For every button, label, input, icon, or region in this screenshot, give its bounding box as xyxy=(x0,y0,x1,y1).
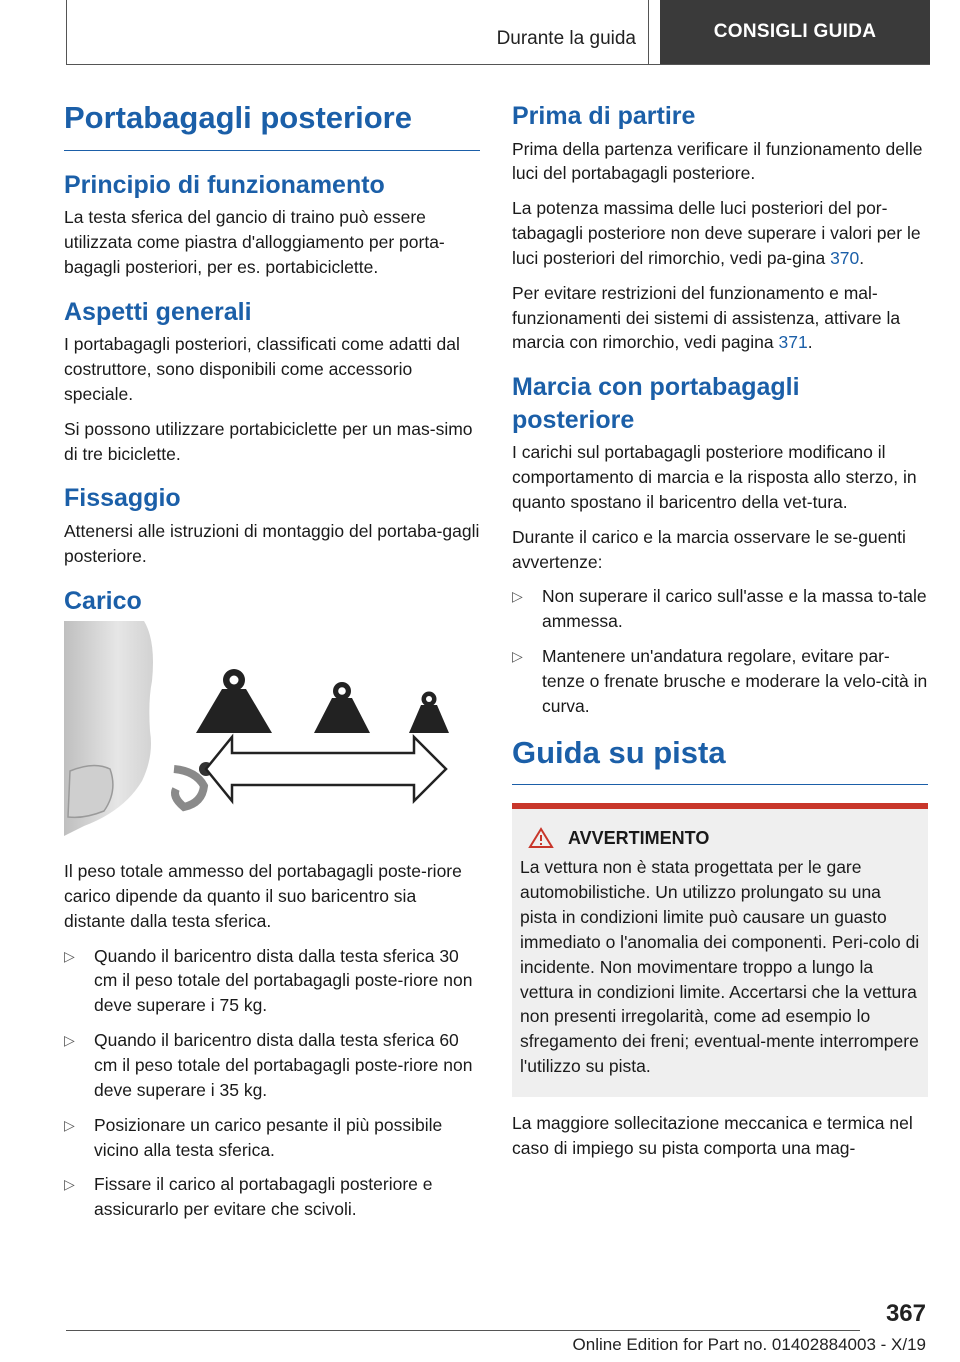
list-item-text: Posizionare un carico pesante il più possibile vicino alla testa sferica. xyxy=(94,1114,443,1160)
list-item-text: Non superare il carico sull'asse e la massa to‐tale ammessa. xyxy=(542,586,927,632)
list-item-text: Quando il baricentro dista dalla testa sferica 60 cm il peso totale del portabagagli poste‐riore non deve superare i 35 kg. xyxy=(94,1030,473,1100)
weight-small-icon xyxy=(409,692,449,734)
heading-aspetti: Aspetti generali xyxy=(64,297,252,326)
text-prima-3 xyxy=(512,281,928,356)
warning-title: AVVERTIMENTO xyxy=(568,827,710,848)
list-item xyxy=(64,1028,480,1103)
heading-marcia: Marcia con portabagagli posteriore xyxy=(512,373,800,434)
heading-carico: Carico xyxy=(64,586,142,615)
text-marcia-2: Durante il carico e la marcia osservare le se‐guenti avvertenze: xyxy=(512,526,906,572)
section-prima xyxy=(512,100,928,355)
list-item-text: Fissare il carico al portabagagli posteriore e assicurarlo per evitare che scivoli. xyxy=(94,1174,433,1220)
page-link-371[interactable]: 371 xyxy=(778,332,808,353)
marcia-list xyxy=(512,584,928,718)
text-pista-1: La maggiore sollecitazione meccanica e termica nel caso di impiego su pista comporta una mag‐ xyxy=(512,1112,913,1158)
text-aspetti-2: Si possono utilizzare portabiciclette per un mas‐simo di tre biciclette. xyxy=(64,418,473,464)
header-chapter-tab xyxy=(660,0,930,64)
header-section-title: Durante la guida xyxy=(496,28,636,49)
section-carico xyxy=(64,585,480,1222)
weight-large-icon xyxy=(196,669,272,733)
text-prima-2-post: . xyxy=(859,247,865,268)
heading-principio: Principio di funzionamento xyxy=(64,170,385,199)
footer-edition: Online Edition for Part no. 01402884003 - X/19 xyxy=(572,1335,926,1354)
text-principio: La testa sferica del gancio di traino può essere utilizzata come piastra d'alloggiamento per porta‐bagagli posteriori, per es. portabiciclette. xyxy=(64,207,445,277)
triangle-bullet-icon: ▷ xyxy=(512,648,523,665)
text-prima-1: Prima della partenza verificare il funzionamento delle luci del portabagagli posteriore. xyxy=(512,138,923,184)
list-item xyxy=(64,1113,480,1163)
text-prima-3-pre: Per evitare restrizioni del funzionamento e mal‐funzionamenti dei sistemi di assistenza, attivare la marcia con rimorchio, vedi pagina xyxy=(512,282,901,353)
triangle-bullet-icon: ▷ xyxy=(512,588,523,605)
text-carico: Il peso totale ammesso del portabagagli poste‐riore carico dipende da quanto il suo baricentro sia distante dalla testa sferica. xyxy=(64,861,462,931)
weight-medium-icon xyxy=(314,682,370,733)
section-marcia xyxy=(512,371,928,718)
warning-triangle-icon xyxy=(528,827,554,849)
carico-list xyxy=(64,944,480,1222)
list-item-text: Mantenere un'andatura regolare, evitare par‐tenze o frenate brusche e moderare la velo‐cità in curva. xyxy=(542,646,928,716)
warning-box xyxy=(512,803,928,1097)
heading-pista: Guida su pista xyxy=(512,735,928,786)
text-aspetti-1: I portabagagli posteriori, classificati come adatti dal costruttore, sono disponibili come accessorio speciale. xyxy=(64,334,460,404)
list-item xyxy=(64,944,480,1019)
left-column xyxy=(64,100,480,1232)
heading-prima: Prima di partire xyxy=(512,102,696,130)
heading-fissaggio: Fissaggio xyxy=(64,484,181,513)
section-aspetti xyxy=(64,296,480,467)
load-diagram-illustration xyxy=(64,621,480,841)
list-item xyxy=(64,1172,480,1222)
text-prima-2-pre: La potenza massima delle luci posteriori del por‐tabagagli posteriore non deve superare i valori per le luci posteriori del rimorchio, vedi pa‐gina xyxy=(512,198,921,268)
text-prima-2 xyxy=(512,196,928,271)
header-mid-rule xyxy=(648,0,649,64)
list-item xyxy=(512,644,928,719)
warning-header xyxy=(528,827,920,849)
triangle-bullet-icon: ▷ xyxy=(64,1116,75,1133)
text-marcia-1: I carichi sul portabagagli posteriore modificano il comportamento di marcia e la risposta allo sterzo, in quanto spostano il baricentro della vet‐tura. xyxy=(512,442,917,512)
page-number: 367 xyxy=(885,1300,926,1327)
page-link-370[interactable]: 370 xyxy=(830,247,860,268)
triangle-bullet-icon: ▷ xyxy=(64,1032,75,1049)
section-fissaggio xyxy=(64,482,480,568)
right-column xyxy=(512,100,928,1171)
text-prima-3-post: . xyxy=(807,332,813,353)
footer-rule xyxy=(66,1330,860,1331)
chapter-label: CONSIGLI GUIDA xyxy=(713,21,877,42)
header-left-rule xyxy=(66,0,67,64)
tow-hook-shape xyxy=(174,769,204,807)
page-title: Portabagagli posteriore xyxy=(64,100,480,151)
triangle-bullet-icon: ▷ xyxy=(64,1176,75,1193)
text-fissaggio: Attenersi alle istruzioni di montaggio del portaba‐gagli posteriore. xyxy=(64,520,480,566)
double-arrow-icon xyxy=(206,737,446,801)
header-rule xyxy=(66,64,930,65)
triangle-bullet-icon: ▷ xyxy=(64,947,75,964)
list-item-text: Quando il baricentro dista dalla testa sferica 30 cm il peso totale del portabagagli poste‐riore non deve superare i 75 kg. xyxy=(94,945,473,1016)
section-pista xyxy=(512,735,928,1161)
section-principio xyxy=(64,169,480,280)
warning-text: La vettura non è stata progettata per le gare automobilistiche. Un utilizzo prolungato su una pista in condizioni limite può causare un guasto immediato o l'anomalia dei componenti. Peri‐colo di incidente. Non movimentare troppo a lungo la vettura in condizioni limite. Accertarsi che la vettura non presenti irregolarità, come ad esempio lo sfregamento dei freni; eventual‐mente interrompere l'utilizzo su pista. xyxy=(520,857,920,1077)
list-item xyxy=(512,584,928,634)
